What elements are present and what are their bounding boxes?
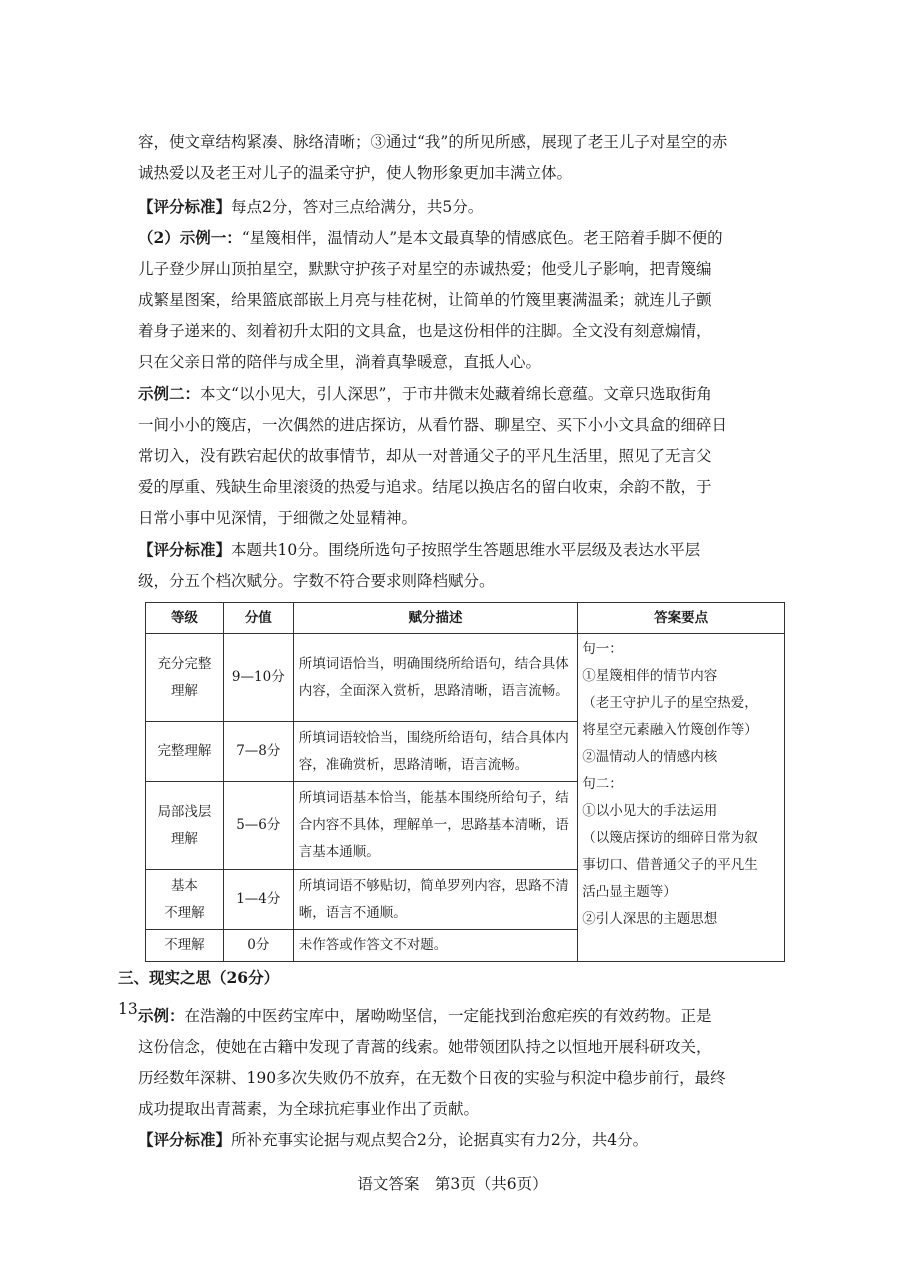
score-cell: 1—4分 — [223, 870, 293, 930]
question-13-answer — [138, 1000, 788, 1125]
level-cell: 不理解 — [146, 930, 224, 962]
example-one — [138, 222, 788, 378]
text-line: 级，分五个档次赋分。字数不符合要求则降档赋分。 — [138, 572, 495, 590]
text-line: 历经数年深耕、190多次失败仍不放弃，在无数个日夜的实验与积淀中稳步前行，最终 — [138, 1069, 726, 1087]
score-text: 所补充事实论据与观点契合2分，论据真实有力2分，共4分。 — [231, 1131, 649, 1149]
level-cell: 完整理解 — [146, 722, 224, 782]
section-title: 三、现实之思（26分） — [118, 968, 280, 987]
header-level: 等级 — [146, 603, 224, 634]
header-key-points: 答案要点 — [578, 603, 785, 634]
description-cell: 未作答或作答文不对题。 — [293, 930, 578, 962]
score-label: 【评分标准】 — [138, 540, 232, 559]
description-cell: 所填词语不够贴切，简单罗列内容，思路不清晰，语言不通顺。 — [293, 870, 578, 930]
example-one-lead: （2）示例一： — [138, 228, 242, 247]
score-cell: 9—10分 — [223, 634, 293, 722]
score-cell: 0分 — [223, 930, 293, 962]
text-line: 常切入，没有跌宕起伏的故事情节，却从一对普通父子的平凡生活里，照见了无言父 — [138, 447, 712, 465]
text-line: “星篾相伴，温情动人”是本文最真挚的情感底色。老王陪着手脚不便的 — [241, 229, 723, 247]
text-line: 日常小事中见深情，于细微之处显精神。 — [138, 509, 418, 527]
para-continuation — [138, 127, 788, 189]
text-line: 着身子递来的、刻着初升太阳的文具盒，也是这份相伴的注脚。全文没有刻意煽情， — [138, 322, 712, 340]
example-two-lead: 示例二： — [138, 384, 201, 403]
header-score: 分值 — [223, 603, 293, 634]
text-line: 爱的厚重、残缺生命里滚烫的热爱与追求。结尾以换店名的留白收束，余韵不散，于 — [138, 478, 712, 496]
score-standard-3 — [138, 1124, 788, 1156]
score-text: 每点2分，答对三点给满分，共5分。 — [231, 198, 484, 216]
level-cell: 基本 不理解 — [146, 870, 224, 930]
table-row — [146, 634, 785, 722]
level-cell: 充分完整 理解 — [146, 634, 224, 722]
text-line: 在浩瀚的中医药宝库中，屠呦呦坚信，一定能找到治愈疟疾的有效药物。正是 — [184, 1007, 712, 1025]
text-line: 本文“以小见大，引人深思”，于市井微末处藏着绵长意蕴。文章只选取街角 — [200, 385, 712, 403]
description-cell: 所填词语基本恰当，能基本围绕所给句子，结合内容不具体，理解单一，思路基本清晰，语言基本通顺。 — [293, 782, 578, 870]
text-line: 诚热爱以及老王对儿子的温柔守护，使人物形象更加丰满立体。 — [138, 164, 573, 182]
score-standard-1 — [138, 191, 788, 223]
text-line: 一间小小的篾店，一次偶然的进店探访，从看竹器、聊星空、买下小小文具盒的细碎日 — [138, 416, 728, 434]
level-cell: 局部浅层 理解 — [146, 782, 224, 870]
q13-lead: 示例： — [138, 1006, 185, 1025]
score-standard-2 — [138, 534, 788, 597]
question-number: 13. — [118, 1000, 143, 1018]
page-footer: 语文答案 第3页（共6页） — [357, 1175, 548, 1193]
grading-table — [145, 602, 785, 962]
key-points-cell: 句一： ①星篾相伴的情节内容 （老王守护儿子的星空热爱， 将星空元素融入竹篾创作等） ②温情动人的情感内核 句二： ①以小见大的手法运用 （以篾店探访的细碎日常为叙 事切口、借普通父子的平凡生 活凸显主题等） ②引人深思的主题思想 — [578, 634, 785, 962]
description-cell: 所填词语恰当，明确围绕所给语句，结合具体内容，全面深入赏析，思路清晰，语言流畅。 — [293, 634, 578, 722]
example-two — [138, 378, 788, 534]
text-line: 成繁星图案，给果篮底部嵌上月亮与桂花树，让简单的竹篾里裹满温柔；就连儿子颤 — [138, 291, 712, 309]
score-cell: 5—6分 — [223, 782, 293, 870]
score-label: 【评分标准】 — [138, 1130, 232, 1149]
text-line: 只在父亲日常的陪伴与成全里，淌着真挚暖意，直抵人心。 — [138, 353, 542, 371]
score-label: 【评分标准】 — [138, 197, 232, 216]
header-description: 赋分描述 — [293, 603, 578, 634]
text-line: 儿子登少屏山顶拍星空，默默守护孩子对星空的赤诚热爱；他受儿子影响，把青篾编 — [138, 260, 712, 278]
text-line: 本题共10分。围绕所选句子按照学生答题思维水平层级及表达水平层 — [231, 541, 701, 559]
text-line: 成功提取出青蒿素，为全球抗疟事业作出了贡献。 — [138, 1100, 480, 1118]
text-line: 这份信念，使她在古籍中发现了青蒿的线索。她带领团队持之以恒地开展科研攻关， — [138, 1038, 712, 1056]
score-cell: 7—8分 — [223, 722, 293, 782]
table-header-row — [146, 603, 785, 634]
text-line: 容，使文章结构紧凑、脉络清晰；③通过“我”的所见所感，展现了老王儿子对星空的赤 — [138, 133, 728, 151]
description-cell: 所填词语较恰当，围绕所给语句，结合具体内容，准确赏析，思路清晰，语言流畅。 — [293, 722, 578, 782]
